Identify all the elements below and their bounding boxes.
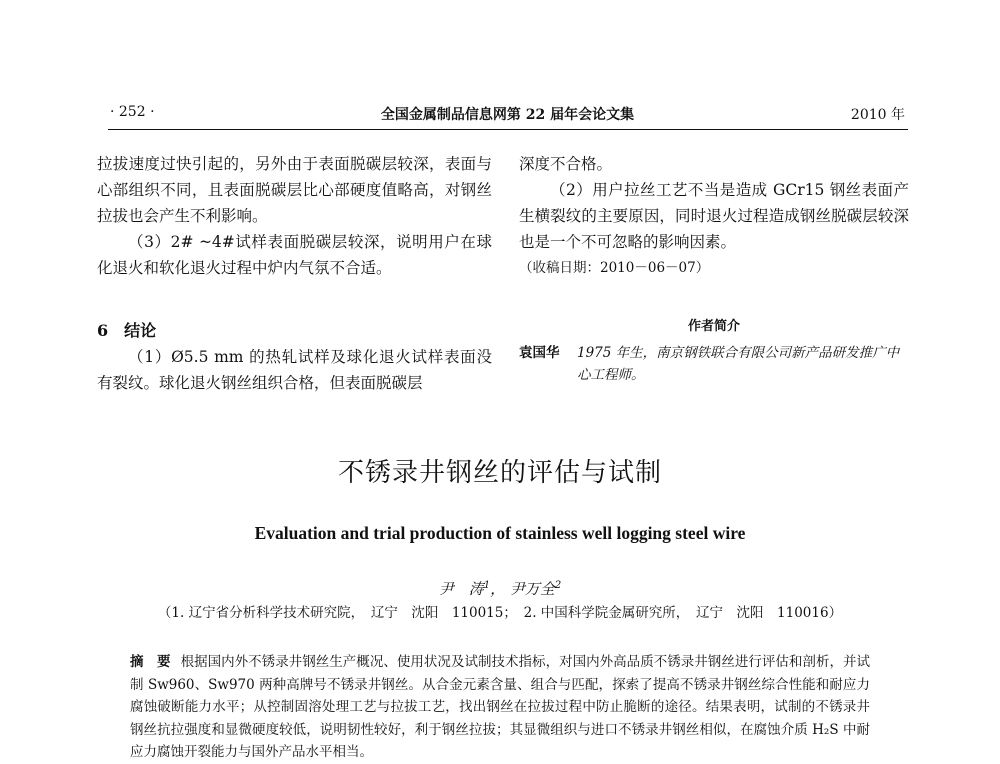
author-2-affil: 2: [554, 580, 562, 591]
header-rule: [108, 129, 908, 130]
author-1-affil: 1: [483, 580, 491, 591]
left-column: [97, 151, 492, 281]
right-continuation: 深度不合格。: [519, 155, 613, 173]
page-number: · 252 ·: [110, 104, 155, 120]
running-header: [110, 104, 905, 128]
article-authors: [0, 578, 1000, 599]
left-paragraph-1: 拉拔速度过快引起的，另外由于表面脱碳层较深，表面与心部组织不同，且表面脱碳层比心部硬度值略高，对钢丝拉拔也会产生不利影响。: [97, 155, 492, 225]
author-2: 尹万全: [509, 580, 555, 598]
conclusion-paragraph-1: （1）Ø5.5 mm 的热轧试样及球化退火试样表面没有裂纹。球化退火钢丝组织合格，但表面脱碳层: [97, 348, 492, 392]
abstract: [130, 651, 870, 764]
author-name: 袁国华: [519, 345, 560, 361]
author-info-title: 作者简介: [687, 319, 740, 334]
left-paragraph-2: （3）2# ~4#试样表面脱碳层较深，说明用户在球化退火和软化退火过程中炉内气氛不合适。: [97, 233, 492, 277]
author-bio-text: 1975 年生，南京钢铁联合有限公司新产品研发推广中心工程师。: [577, 345, 900, 383]
journal-name: 全国金属制品信息网第 22 届年会论文集: [380, 107, 635, 123]
right-paragraph-2: （2）用户拉丝工艺不当是造成 GCr15 钢丝表面产生横裂纹的主要原因，同时退火过程造成钢丝脱碳层较深也是一个不可忽略的影响因素。: [519, 181, 909, 251]
received-date: （收稿日期：2010－06－07）: [519, 260, 710, 276]
abstract-text: 根据国内外不锈录井钢丝生产概况、使用状况及试制技术指标，对国内外高品质不锈录井钢丝进行评估和剖析，并试制 Sw960、Sw970 两种高牌号不锈录井钢丝。从合金元素含量、组合与匹配，探索了提高不锈录井钢丝综合性能和耐应力腐蚀破断能力水平；从控制固溶处理工艺与拉拔工艺，找出钢丝在拉拔过程中防止脆断的途径。结果表明，试制的不锈录井钢丝抗拉强度和显微硬度较低，说明韧性较好，利于钢丝拉拔；其显微组织与进口不锈录井钢丝相似，在腐蚀介质 H₂S 中耐应力腐蚀开裂能力与国外产品水平相当。: [130, 654, 871, 760]
article-title-en: Evaluation and trial production of stainless well logging steel wire: [254, 523, 746, 543]
right-column: [519, 151, 909, 281]
section-heading: 6 结论: [97, 321, 157, 340]
author-1: 尹 涛: [438, 580, 484, 598]
author-separator: ，: [490, 580, 506, 598]
article-title-cn: 不锈录井钢丝的评估与试制: [337, 458, 662, 488]
conclusion-column: [97, 344, 492, 396]
author-bio: [519, 342, 909, 386]
year: 2010 年: [850, 107, 905, 123]
affiliations: （1. 辽宁省分析科学技术研究院， 辽宁 沈阳 110015； 2. 中国科学院金属研究所， 辽宁 沈阳 110016）: [157, 605, 843, 621]
abstract-label: 摘 要: [130, 654, 171, 670]
